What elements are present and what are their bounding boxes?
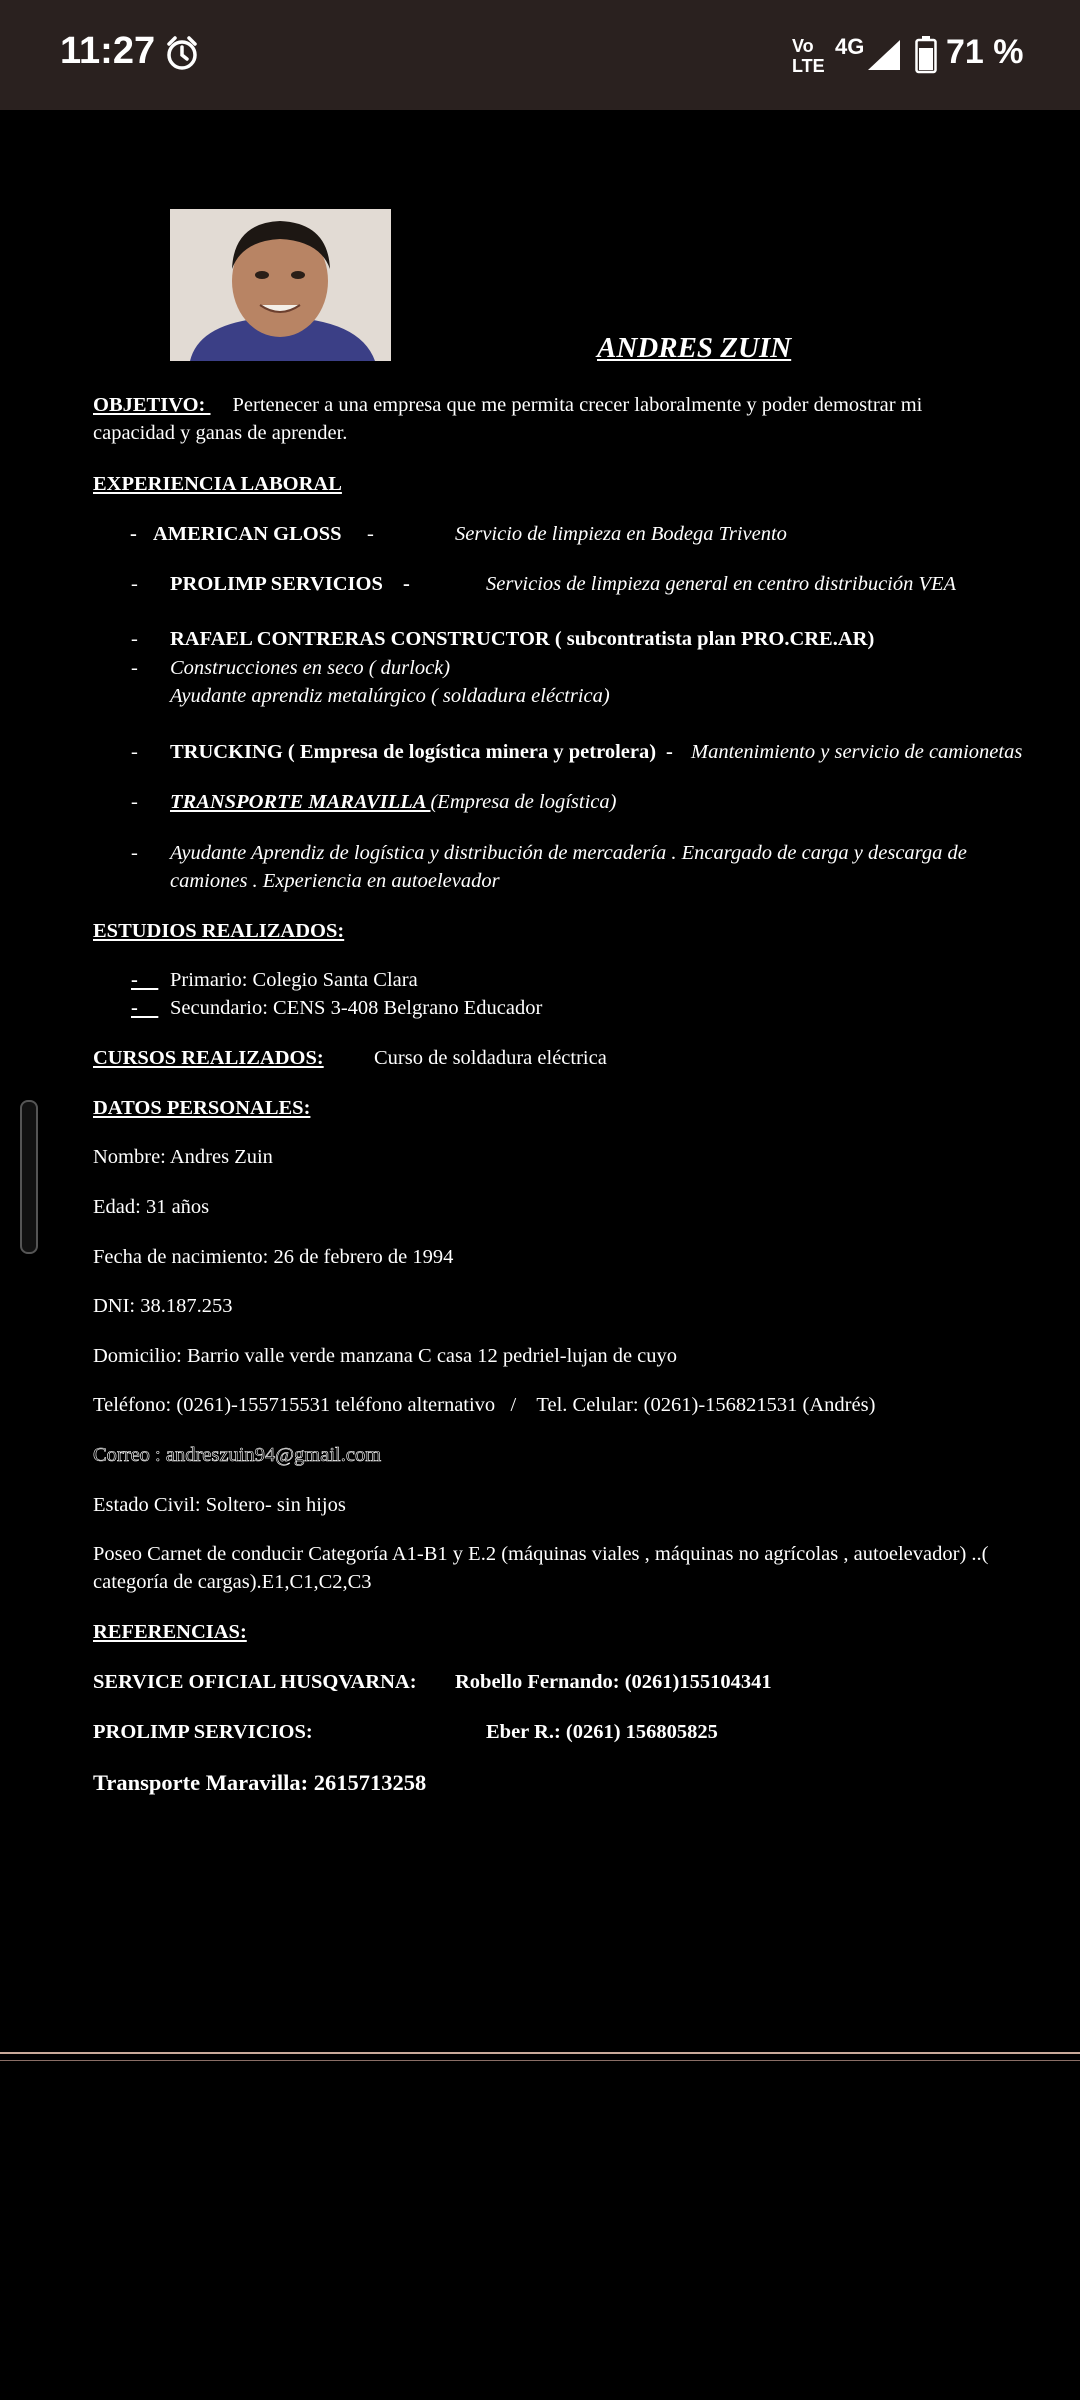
bullet-dash: - [130, 523, 137, 545]
status-bar [0, 0, 1080, 110]
experience-1-company: AMERICAN GLOSS [153, 523, 342, 545]
personal-license-line-1: Poseo Carnet de conducir Categoría A1-B1 y E.2 (máquinas viales , máquinas no agrícolas , autoelevador) ..( [93, 1543, 989, 1565]
courses-label: CURSOS REALIZADOS: [93, 1047, 324, 1069]
experience-2-desc: Servicios de limpieza general en centro distribución VEA [486, 573, 957, 595]
scrollbar-thumb[interactable] [20, 1100, 38, 1254]
experience-3-line-3: Ayudante aprendiz metalúrgico ( soldadura eléctrica) [170, 685, 610, 707]
reference-2-value: Eber R.: (0261) 156805825 [486, 1721, 718, 1743]
experience-4-company: TRUCKING ( Empresa de logística minera y petrolera) [170, 741, 657, 763]
personal-email[interactable]: Correo : andreszuin94@gmail.com [93, 1444, 382, 1466]
bullet-dash: - [131, 969, 159, 991]
reference-2-label: PROLIMP SERVICIOS: [93, 1721, 313, 1743]
cv-name: ANDRES ZUIN [597, 332, 792, 364]
bullet-dash: - [367, 523, 374, 545]
alarm-icon [164, 35, 200, 71]
personal-phone: Teléfono: (0261)-155715531 teléfono alternativo / Tel. Celular: (0261)-156821531 (Andrés) [93, 1394, 876, 1416]
references-heading: REFERENCIAS: [93, 1621, 247, 1643]
personal-name: Nombre: Andres Zuin [93, 1146, 273, 1168]
courses-text: Curso de soldadura eléctrica [374, 1047, 607, 1069]
objective-line-2: capacidad y ganas de aprender. [93, 422, 348, 444]
reference-1-label: SERVICE OFICIAL HUSQVARNA: [93, 1671, 417, 1693]
objective-label: OBJETIVO: [93, 394, 211, 416]
bullet-dash: - [403, 573, 410, 595]
bullet-dash: - [131, 741, 138, 763]
experience-5 [170, 791, 616, 814]
bullet-dash: - [666, 741, 673, 763]
experience-heading: EXPERIENCIA LABORAL [93, 473, 342, 495]
volte-top-label: Vo [792, 36, 814, 56]
cv-document[interactable] [0, 110, 1080, 2060]
studies-primary: Primario: Colegio Santa Clara [170, 969, 418, 991]
personal-age: Edad: 31 años [93, 1196, 210, 1218]
reference-1-value: Robello Fernando: (0261)155104341 [455, 1671, 772, 1693]
battery-icon [915, 36, 937, 74]
experience-5-desc: (Empresa de logística) [430, 791, 617, 813]
experience-6-line-1: Ayudante Aprendiz de logística y distribución de mercadería . Encargado de carga y descarga de [170, 842, 967, 864]
personal-birthdate: Fecha de nacimiento: 26 de febrero de 1994 [93, 1246, 454, 1268]
bullet-dash: - [131, 628, 138, 650]
bullet-dash: - [131, 573, 138, 595]
bullet-dash: - [131, 791, 138, 813]
personal-marital-status: Estado Civil: Soltero- sin hijos [93, 1494, 346, 1516]
experience-5-company: TRANSPORTE MARAVILLA [170, 791, 431, 813]
network-type: 4G [835, 34, 865, 59]
personal-license-line-2: categoría de cargas).E1,C1,C2,C3 [93, 1571, 372, 1593]
bullet-dash: - [131, 842, 138, 864]
status-time: 11:27 [60, 30, 156, 72]
experience-3-line-2: Construcciones en seco ( durlock) [170, 657, 451, 679]
experience-2-company: PROLIMP SERVICIOS [170, 573, 383, 595]
bullet-dash: - [131, 997, 159, 1019]
studies-heading: ESTUDIOS REALIZADOS: [93, 920, 345, 942]
objective-line-1 [93, 394, 922, 417]
page-divider [0, 2060, 1080, 2061]
volte-indicator [792, 36, 825, 76]
objective-text: Pertenecer a una empresa que me permita crecer laboralmente y poder demostrar mi [232, 394, 923, 416]
bullet-dash: - [131, 657, 138, 679]
experience-3-company: RAFAEL CONTRERAS CONSTRUCTOR ( subcontratista plan PRO.CRE.AR) [170, 628, 875, 650]
signal-icon [866, 38, 902, 72]
personal-heading: DATOS PERSONALES: [93, 1097, 311, 1119]
experience-1-desc: Servicio de limpieza en Bodega Trivento [455, 523, 787, 545]
studies-secondary: Secundario: CENS 3-408 Belgrano Educador [170, 997, 543, 1019]
volte-bottom-label: LTE [792, 56, 825, 76]
experience-6-line-2: camiones . Experiencia en autoelevador [170, 870, 500, 892]
personal-address: Domicilio: Barrio valle verde manzana C casa 12 pedriel-lujan de cuyo [93, 1345, 678, 1367]
reference-3: Transporte Maravilla: 2615713258 [93, 1770, 427, 1795]
profile-photo [170, 209, 391, 361]
experience-4-desc: Mantenimiento y servicio de camionetas [691, 741, 1023, 763]
page-divider [0, 2052, 1080, 2054]
battery-percent: 71 % [946, 33, 1024, 71]
personal-dni: DNI: 38.187.253 [93, 1295, 233, 1317]
